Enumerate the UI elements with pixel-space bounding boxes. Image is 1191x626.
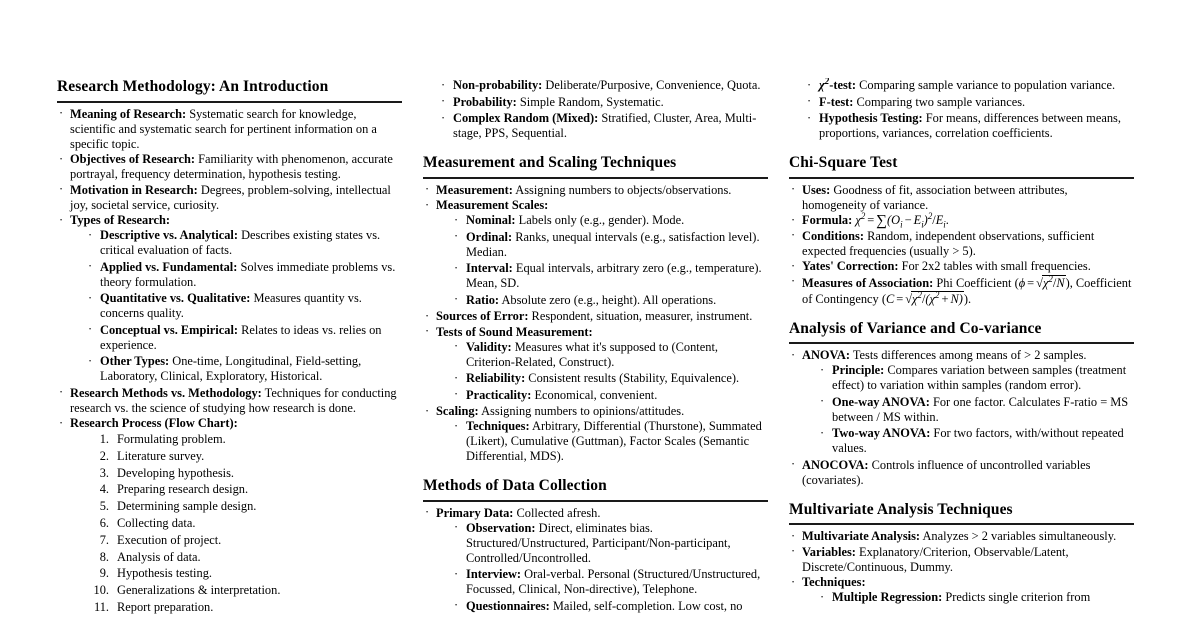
- item-label: $\chi^2$-test:: [819, 78, 857, 92]
- item-label: Hypothesis Testing:: [819, 111, 923, 125]
- bullet-icon: ·: [791, 274, 796, 289]
- item-label: Quantitative vs. Qualitative:: [100, 291, 251, 306]
- sub-list: [436, 521, 768, 614]
- list-item: [789, 348, 1134, 456]
- list-item: [819, 363, 1134, 393]
- item-text: Solves immediate problems vs. theory formulation.: [100, 259, 396, 289]
- list-item: [453, 419, 768, 464]
- bullet-icon: ·: [441, 110, 446, 125]
- item-text: Comparing two sample variances.: [853, 94, 1026, 109]
- list-item: [453, 213, 768, 228]
- section-list: [789, 183, 1134, 307]
- bullet-icon: ·: [791, 182, 796, 197]
- item-text: Tests differences among means of > 2 samples.: [849, 348, 1087, 363]
- item-text: For 2x2 tables with small frequencies.: [898, 259, 1091, 274]
- bullet-icon: ·: [59, 106, 64, 121]
- item-label: Non-probability:: [453, 78, 543, 92]
- bullet-icon: ·: [454, 229, 459, 244]
- step-item: Formulating problem.: [117, 432, 226, 447]
- list-item: [87, 228, 402, 258]
- step-item: Analysis of data.: [117, 549, 201, 564]
- item-label: One-way ANOVA:: [832, 394, 930, 409]
- list-item: [57, 416, 402, 616]
- section-heading: Chi-Square Test: [789, 154, 898, 171]
- item-text: Equal intervals, arbitrary zero (e.g., temperature). Mean, SD.: [466, 261, 762, 291]
- item-label: Variables:: [802, 544, 856, 559]
- item-label: Ratio:: [466, 292, 500, 307]
- item-label: Meaning of Research:: [70, 106, 187, 121]
- bullet-icon: ·: [791, 212, 796, 227]
- item-text: Techniques for conducting research vs. the science of studying how research is done.: [70, 385, 397, 415]
- section-list: [423, 506, 768, 614]
- bullet-icon: ·: [791, 574, 796, 589]
- item-text: Familiarity with phenomenon, accurate portrayal, frequency determination, hypothesis testing.: [70, 152, 393, 182]
- item-label: Measures of Association:: [802, 275, 934, 290]
- list-item: [806, 78, 1134, 93]
- heading-rule: [57, 101, 402, 103]
- bullet-icon: ·: [454, 566, 459, 581]
- bullet-icon: ·: [454, 418, 459, 433]
- bullet-icon: ·: [59, 182, 64, 197]
- item-label: Uses:: [802, 182, 831, 197]
- bullet-icon: ·: [791, 544, 796, 559]
- item-text: For two factors, with/without repeated values.: [832, 426, 1124, 456]
- list-item: [87, 323, 402, 353]
- bullet-icon: ·: [454, 598, 459, 613]
- item-label: Techniques:: [802, 575, 866, 590]
- heading-rule: [789, 342, 1134, 344]
- item-text: Comparing sample variance to population variance.: [856, 78, 1116, 92]
- item-label: Observation:: [466, 520, 536, 535]
- item-text: Assigning numbers to objects/observations.: [512, 182, 732, 197]
- bullet-icon: ·: [454, 520, 459, 535]
- list-item: [453, 521, 768, 566]
- section-sampling-continued: [423, 78, 768, 141]
- section-list: [789, 78, 1134, 141]
- item-label: Two-way ANOVA:: [832, 426, 931, 441]
- item-text: Systematic search for knowledge, scientific and systematic search for pertinent information on a specific topic.: [70, 106, 377, 151]
- item-label: Yates' Correction:: [802, 259, 899, 274]
- heading-rule: [789, 177, 1134, 179]
- item-text: Stratified, Cluster, Area, Multi-stage, PPS, Sequential.: [453, 111, 757, 140]
- item-text: For one factor. Calculates F-ratio = MS between / MS within.: [832, 394, 1129, 424]
- list-item: [87, 260, 402, 290]
- bullet-icon: ·: [425, 197, 430, 212]
- section-analysis-of-variance: [789, 320, 1134, 488]
- list-item: [87, 291, 402, 321]
- item-text: Measures quantity vs. concerns quality.: [100, 291, 362, 321]
- bullet-icon: ·: [820, 425, 825, 440]
- item-label: Research Methods vs. Methodology:: [70, 385, 262, 400]
- item-label: ANOCOVA:: [802, 457, 869, 472]
- item-label: Multiple Regression:: [832, 590, 943, 605]
- item-label: Nominal:: [466, 213, 516, 228]
- list-item: [806, 95, 1134, 110]
- item-text: Goodness of fit, association between attributes, homogeneity of variance.: [802, 182, 1068, 212]
- list-item: [57, 152, 402, 182]
- bullet-icon: ·: [454, 292, 459, 307]
- item-text: Arbitrary, Differential (Thurstone), Summated (Likert), Cumulative (Guttman), Factor Scales (Semantic Differential, MDS).: [466, 419, 762, 464]
- bullet-icon: ·: [441, 78, 446, 92]
- bullet-icon: ·: [807, 110, 812, 125]
- section-heading: Research Methodology: An Introduction: [57, 78, 329, 95]
- item-label: Probability:: [453, 94, 517, 109]
- heading-rule: [423, 177, 768, 179]
- item-text: Oral-verbal. Personal (Structured/Unstructured, Focussed, Clinical, Non-directive), Telephone.: [466, 567, 761, 597]
- list-item: [440, 111, 768, 141]
- bullet-icon: ·: [88, 322, 93, 337]
- item-text: For means, differences between means, proportions, variances, correlation coefficients.: [819, 111, 1121, 140]
- item-label: ANOVA:: [802, 348, 850, 363]
- item-label: Motivation in Research:: [70, 182, 198, 197]
- bullet-icon: ·: [425, 308, 430, 323]
- section-list: [789, 348, 1134, 488]
- item-text: Controls influence of uncontrolled variables (covariates).: [802, 457, 1091, 487]
- list-item: [423, 183, 768, 198]
- list-item: [819, 426, 1134, 456]
- list-item: [789, 183, 1134, 213]
- item-text: Collected afresh.: [513, 505, 601, 520]
- section-methods-of-data-collection: [423, 477, 768, 614]
- section-research-methodology-intro: [57, 78, 402, 616]
- item-label: Practicality:: [466, 387, 532, 402]
- bullet-icon: ·: [820, 362, 825, 377]
- sub-list: [802, 363, 1134, 456]
- list-item: [57, 107, 402, 152]
- list-item: [453, 388, 768, 403]
- item-text: Relates to ideas vs. relies on experience.: [100, 322, 382, 352]
- item-label: Formula:: [802, 213, 853, 228]
- section-heading: Methods of Data Collection: [423, 477, 607, 495]
- item-text: Random, independent observations, sufficient expected frequencies (usually > 5).: [802, 228, 1095, 258]
- list-item: [789, 529, 1134, 544]
- step-item: Hypothesis testing.: [117, 566, 212, 581]
- item-text: Predicts single criterion from: [942, 590, 1091, 605]
- heading-rule: [423, 500, 768, 502]
- item-text: Explanatory/Criterion, Observable/Latent, Discrete/Continuous, Dummy.: [802, 544, 1069, 574]
- list-item: [423, 404, 768, 464]
- list-item: [423, 506, 768, 614]
- step-item: Literature survey.: [117, 448, 205, 463]
- bullet-icon: ·: [791, 347, 796, 362]
- list-item: [789, 545, 1134, 575]
- bullet-icon: ·: [791, 528, 796, 543]
- item-label: Questionnaires:: [466, 598, 550, 613]
- bullet-icon: ·: [807, 94, 812, 108]
- list-item: [57, 386, 402, 416]
- list-item: [57, 213, 402, 384]
- item-label: Primary Data:: [436, 505, 514, 520]
- list-item: [819, 590, 1134, 605]
- item-label: Descriptive vs. Analytical:: [100, 228, 238, 243]
- list-item: [453, 340, 768, 370]
- list-item: [423, 325, 768, 403]
- bullet-icon: ·: [88, 259, 93, 274]
- item-text: Compares variation between samples (treatment effect) to variation within samples (random error).: [832, 363, 1127, 393]
- list-item: [440, 78, 768, 93]
- bullet-icon: ·: [791, 228, 796, 243]
- list-item: [87, 354, 402, 384]
- item-label: Interval:: [466, 261, 513, 276]
- item-text: Analyzes > 2 variables simultaneously.: [920, 529, 1117, 544]
- bullet-icon: ·: [59, 385, 64, 400]
- column-3: [789, 78, 1134, 626]
- item-label: Conceptual vs. Empirical:: [100, 322, 239, 337]
- step-item: Preparing research design.: [117, 482, 249, 497]
- list-item: [453, 261, 768, 291]
- heading-rule: [789, 523, 1134, 525]
- section-list: [57, 107, 402, 616]
- sub-list: [70, 228, 402, 384]
- bullet-icon: ·: [88, 353, 93, 368]
- item-label: Tests of Sound Measurement:: [436, 324, 593, 339]
- item-label: Interview:: [466, 567, 522, 582]
- item-text: Describes existing states vs. critical evaluation of facts.: [100, 228, 381, 258]
- section-tests-continued: [789, 78, 1134, 141]
- section-heading: Measurement and Scaling Techniques: [423, 154, 677, 171]
- bullet-icon: ·: [59, 151, 64, 166]
- bullet-icon: ·: [454, 387, 459, 402]
- bullet-icon: ·: [820, 394, 825, 409]
- list-item: [453, 293, 768, 308]
- list-item: [789, 275, 1134, 307]
- item-label: Multivariate Analysis:: [802, 529, 921, 544]
- bullet-icon: ·: [425, 505, 430, 520]
- item-text: Degrees, problem-solving, intellectual joy, societal service, curiosity.: [70, 182, 391, 212]
- column-2: [423, 78, 768, 626]
- item-label: Validity:: [466, 339, 512, 354]
- section-list: [789, 529, 1134, 605]
- item-text: Deliberate/Purposive, Convenience, Quota.: [542, 78, 761, 92]
- item-label: F-test:: [819, 94, 854, 109]
- column-1: [57, 78, 402, 626]
- item-text: Direct, eliminates bias. Structured/Unstructured, Participant/Non-participant, Controlled/Uncontrolled.: [466, 520, 731, 565]
- list-item: [453, 371, 768, 386]
- item-label: Measurement:: [436, 182, 513, 197]
- item-text: $\chi^2 = \sum(O_i - E_i)^2/E_i$.: [855, 210, 949, 230]
- list-item: [423, 309, 768, 324]
- list-item: [57, 183, 402, 213]
- item-text: Mailed, self-completion. Low cost, no: [549, 598, 743, 613]
- item-label: Techniques:: [466, 419, 530, 434]
- item-text: One-time, Longitudinal, Field-setting, Laboratory, Clinical, Exploratory, Historical.: [100, 354, 362, 384]
- item-text: Measures what it's supposed to (Content, Criterion-Related, Construct).: [466, 339, 718, 369]
- sub-list: [436, 213, 768, 308]
- item-label: Research Process (Flow Chart):: [70, 416, 238, 431]
- sub-list: [802, 590, 1134, 605]
- item-text: Ranks, unequal intervals (e.g., satisfaction level). Median.: [466, 229, 760, 259]
- list-item: [789, 210, 1134, 230]
- list-item: [440, 95, 768, 110]
- sub-list: [436, 419, 768, 464]
- list-item: [453, 599, 768, 614]
- bullet-icon: ·: [454, 260, 459, 275]
- bullet-icon: ·: [791, 457, 796, 472]
- bullet-icon: ·: [59, 415, 64, 430]
- item-text: Absolute zero (e.g., height). All operations.: [499, 292, 717, 307]
- item-text: Economical, convenient.: [531, 387, 658, 402]
- section-measurement-and-scaling: [423, 154, 768, 464]
- list-item: [789, 259, 1134, 274]
- list-item: [789, 575, 1134, 605]
- bullet-icon: ·: [441, 94, 446, 108]
- step-item: Report preparation.: [117, 600, 214, 615]
- item-text: Consistent results (Stability, Equivalence).: [525, 371, 740, 386]
- step-item: Developing hypothesis.: [117, 465, 235, 480]
- bullet-icon: ·: [425, 182, 430, 197]
- bullet-icon: ·: [88, 227, 93, 242]
- item-label: Other Types:: [100, 354, 170, 369]
- list-item: [453, 230, 768, 260]
- item-label: Conditions:: [802, 228, 864, 243]
- column-container: [57, 78, 1134, 626]
- numbered-step-list: [70, 431, 402, 616]
- bullet-icon: ·: [59, 212, 64, 227]
- bullet-icon: ·: [807, 78, 812, 92]
- item-label: Principle:: [832, 363, 885, 378]
- item-text: Respondent, situation, measurer, instrument.: [528, 309, 753, 324]
- list-item: [789, 458, 1134, 488]
- list-item: [423, 198, 768, 308]
- item-label: Complex Random (Mixed):: [453, 111, 599, 125]
- section-list: [423, 78, 768, 141]
- step-item: Execution of project.: [117, 532, 222, 547]
- item-label: Scaling:: [436, 404, 479, 419]
- bullet-icon: ·: [454, 370, 459, 385]
- item-label: Reliability:: [466, 371, 526, 386]
- bullet-icon: ·: [425, 403, 430, 418]
- bullet-icon: ·: [454, 212, 459, 227]
- step-item: Determining sample design.: [117, 499, 257, 514]
- step-item: Generalizations & interpretation.: [117, 583, 281, 598]
- section-heading: Analysis of Variance and Co-variance: [789, 319, 1042, 337]
- list-item: [789, 229, 1134, 259]
- sub-list: [436, 340, 768, 403]
- bullet-icon: ·: [454, 339, 459, 354]
- list-item: [453, 567, 768, 597]
- item-text: Simple Random, Systematic.: [516, 94, 664, 109]
- bullet-icon: ·: [88, 290, 93, 305]
- section-list: [423, 183, 768, 465]
- section-chi-square-test: [789, 154, 1134, 307]
- bullet-icon: ·: [425, 324, 430, 339]
- section-multivariate-analysis: [789, 501, 1134, 606]
- item-label: Applied vs. Fundamental:: [100, 259, 238, 274]
- bullet-icon: ·: [791, 258, 796, 273]
- list-item: [819, 395, 1134, 425]
- item-text: Phi Coefficient $(\phi = √\chi^2/N)$, Coefficient of Contingency $(C = √\chi^2/(\chi^2 + N))$.: [802, 273, 1132, 306]
- section-heading: Multivariate Analysis Techniques: [789, 500, 1013, 518]
- step-item: Collecting data.: [117, 516, 196, 531]
- item-label: Measurement Scales:: [436, 198, 549, 213]
- bullet-icon: ·: [820, 589, 825, 604]
- item-label: Types of Research:: [70, 213, 171, 228]
- item-label: Objectives of Research:: [70, 152, 196, 167]
- item-label: Ordinal:: [466, 229, 513, 244]
- item-text: Assigning numbers to opinions/attitudes.: [478, 404, 685, 419]
- list-item: [806, 111, 1134, 141]
- item-text: Labels only (e.g., gender). Mode.: [515, 213, 685, 228]
- item-label: Sources of Error:: [436, 309, 529, 324]
